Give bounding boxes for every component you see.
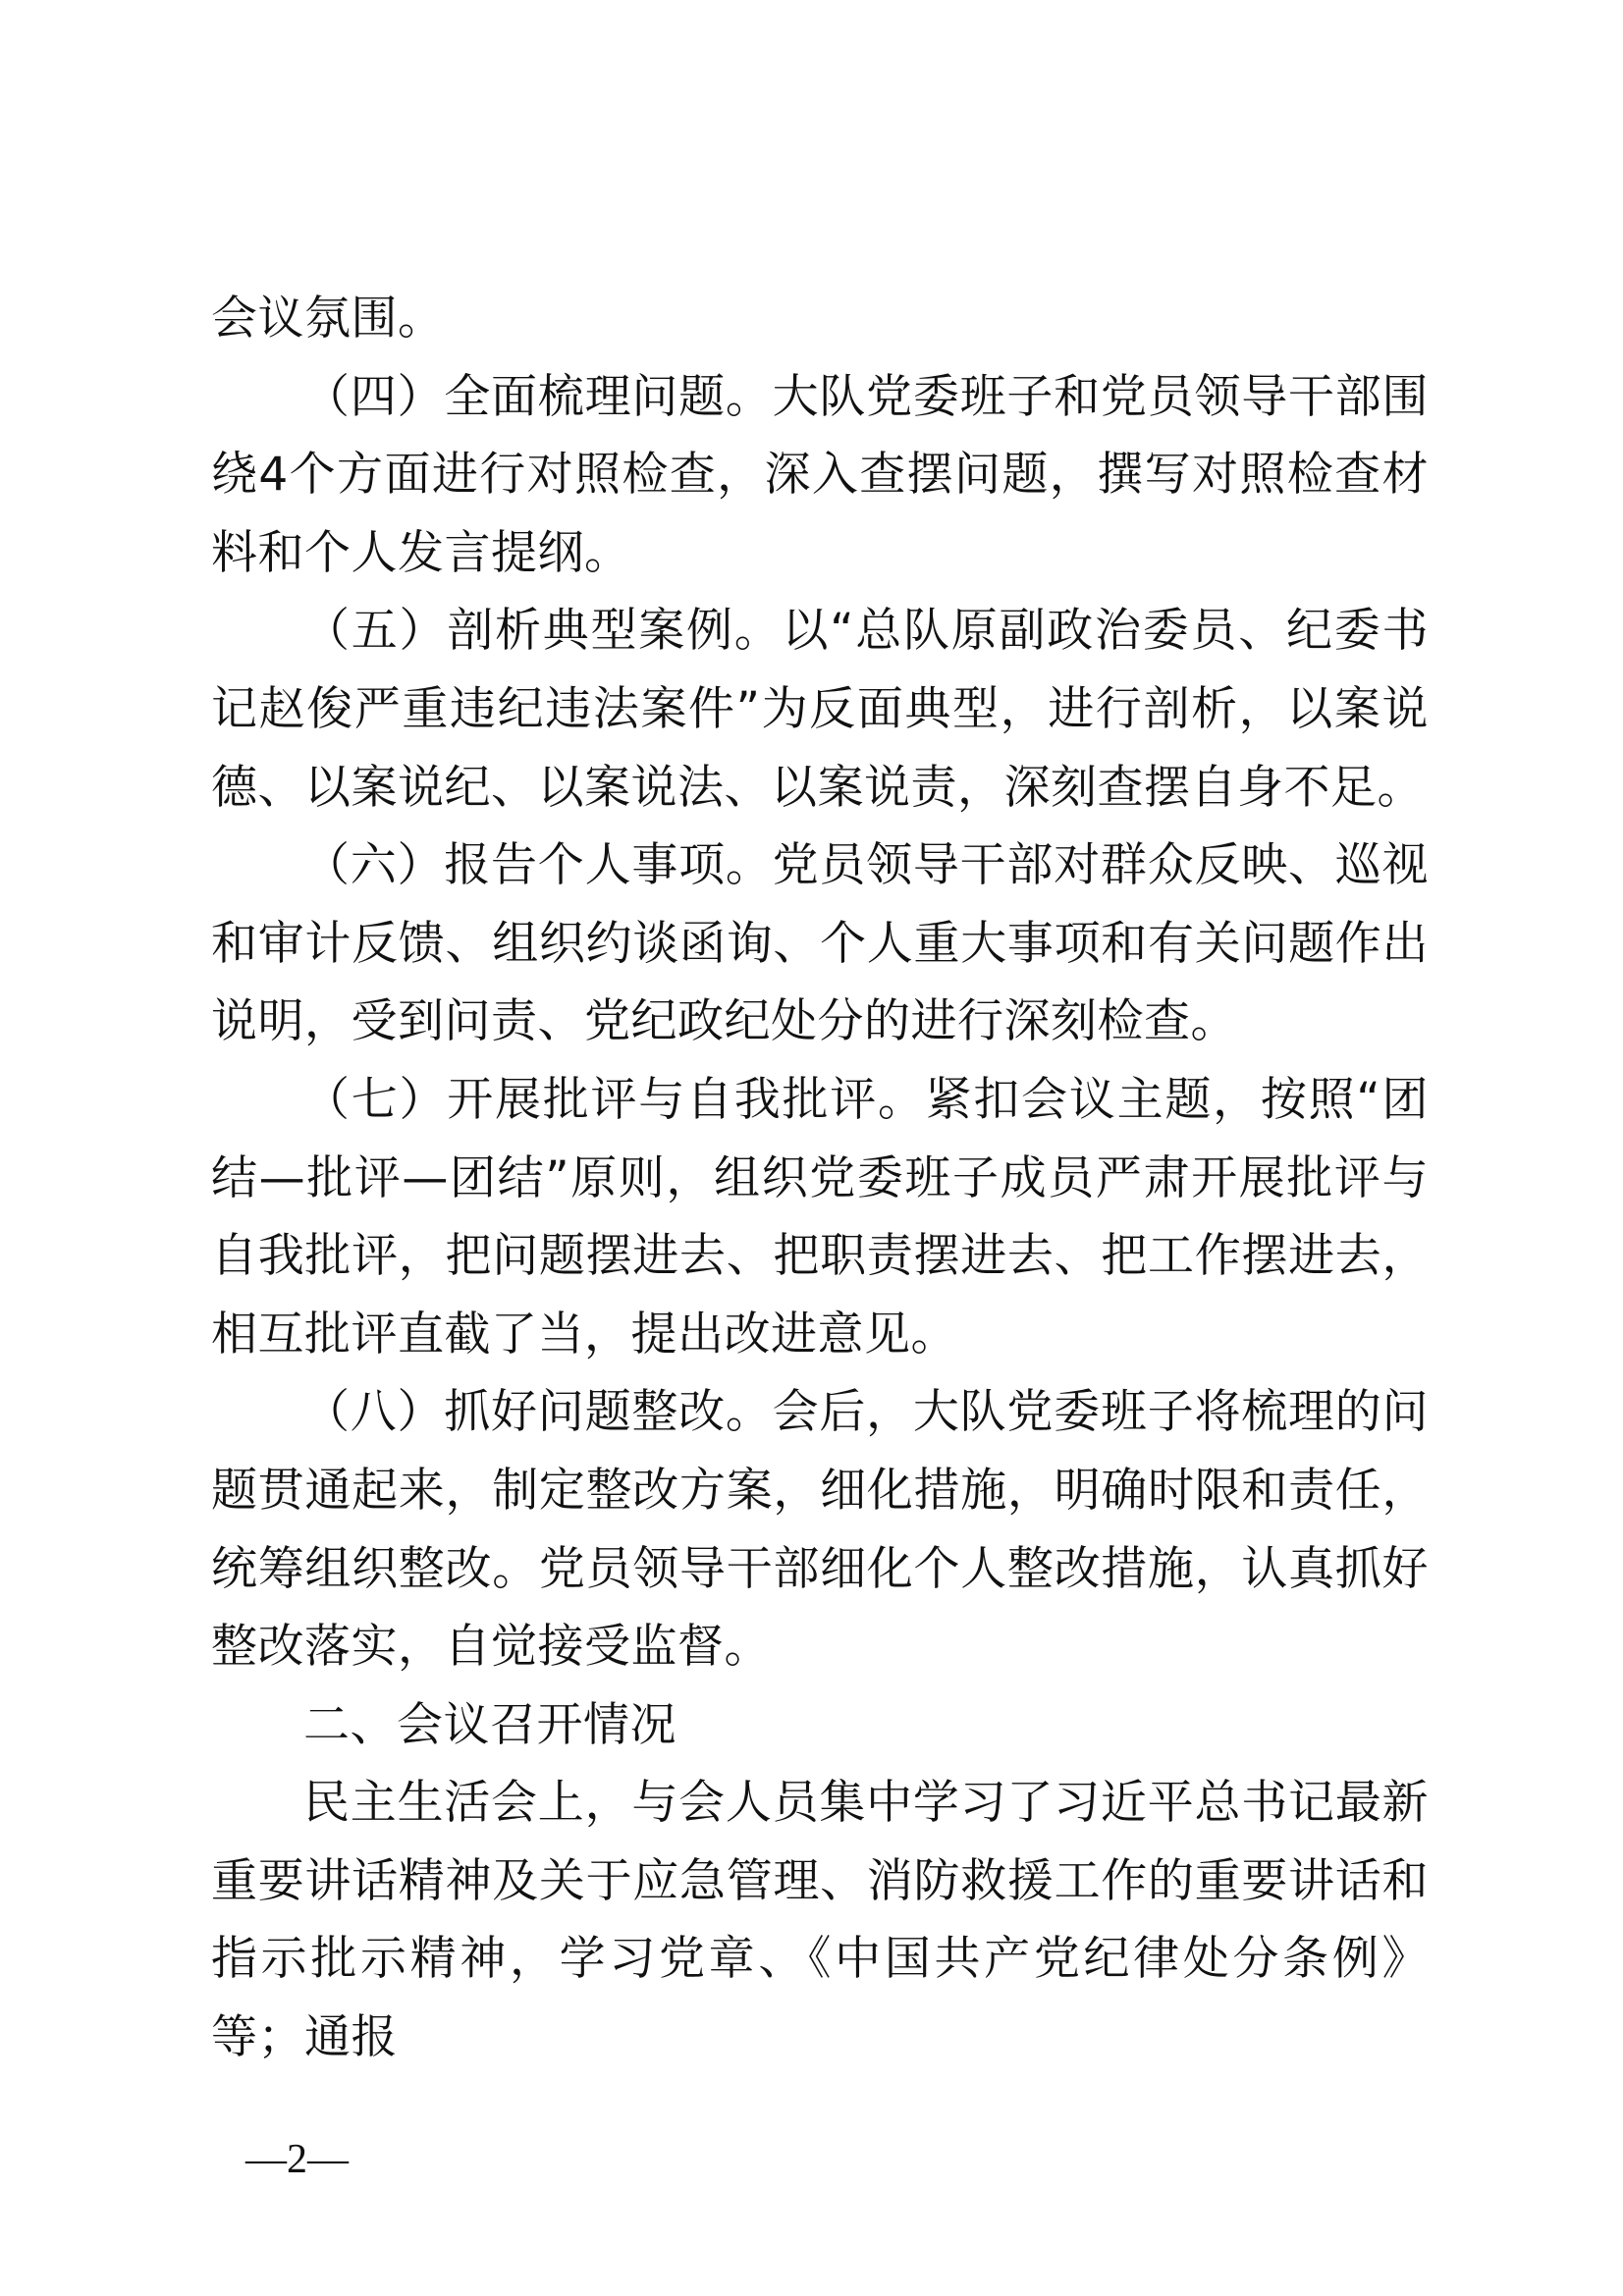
paragraph-item-eight: （八）抓好问题整改。会后，大队党委班子将梳理的问题贯通起来，制定整改方案，细化措施，明确时限和责任，统筹组织整改。党员领导干部细化个人整改措施，认真抓好整改落实，自觉接受监督。 <box>211 1385 1429 1675</box>
page-number: —2— <box>245 2137 349 2182</box>
paragraph-item-seven: （七）开展批评与自我批评。紧扣会议主题，按照“团结—批评—团结”原则，组织党委班子成员严肃开展批评与自我批评，把问题摆进去、把职责摆进去、把工作摆进去，相互批评直截了当，提出改进意见。 <box>211 1072 1429 1362</box>
paragraph-item-five: （五）剖析典型案例。以“总队原副政治委员、纪委书记赵俊严重违纪违法案件”为反面典型，进行剖析，以案说德、以案说纪、以案说法、以案说责，深刻查摆自身不足。 <box>211 604 1429 815</box>
paragraph-meeting-summary: 民主生活会上，与会人员集中学习了习近平总书记最新重要讲话精神及关于应急管理、消防救援工作的重要讲话和指示批示精神，学习党章、《中国共产党纪律处分条例》等；通报 <box>211 1776 1429 2065</box>
paragraph-item-six: （六）报告个人事项。党员领导干部对群众反映、巡视和审计反馈、组织约谈函询、个人重大事项和有关问题作出说明，受到问责、党纪政纪处分的进行深刻检查。 <box>211 838 1429 1049</box>
paragraph-continuation: 会议氛围。 <box>211 292 445 346</box>
section-heading: 二、会议召开情况 <box>303 1697 676 1752</box>
paragraph-item-four: （四）全面梳理问题。大队党委班子和党员领导干部围绕4个方面进行对照检查，深入查摆问题，撰写对照检查材料和个人发言提纲。 <box>211 369 1429 580</box>
document-body <box>211 280 1429 2077</box>
